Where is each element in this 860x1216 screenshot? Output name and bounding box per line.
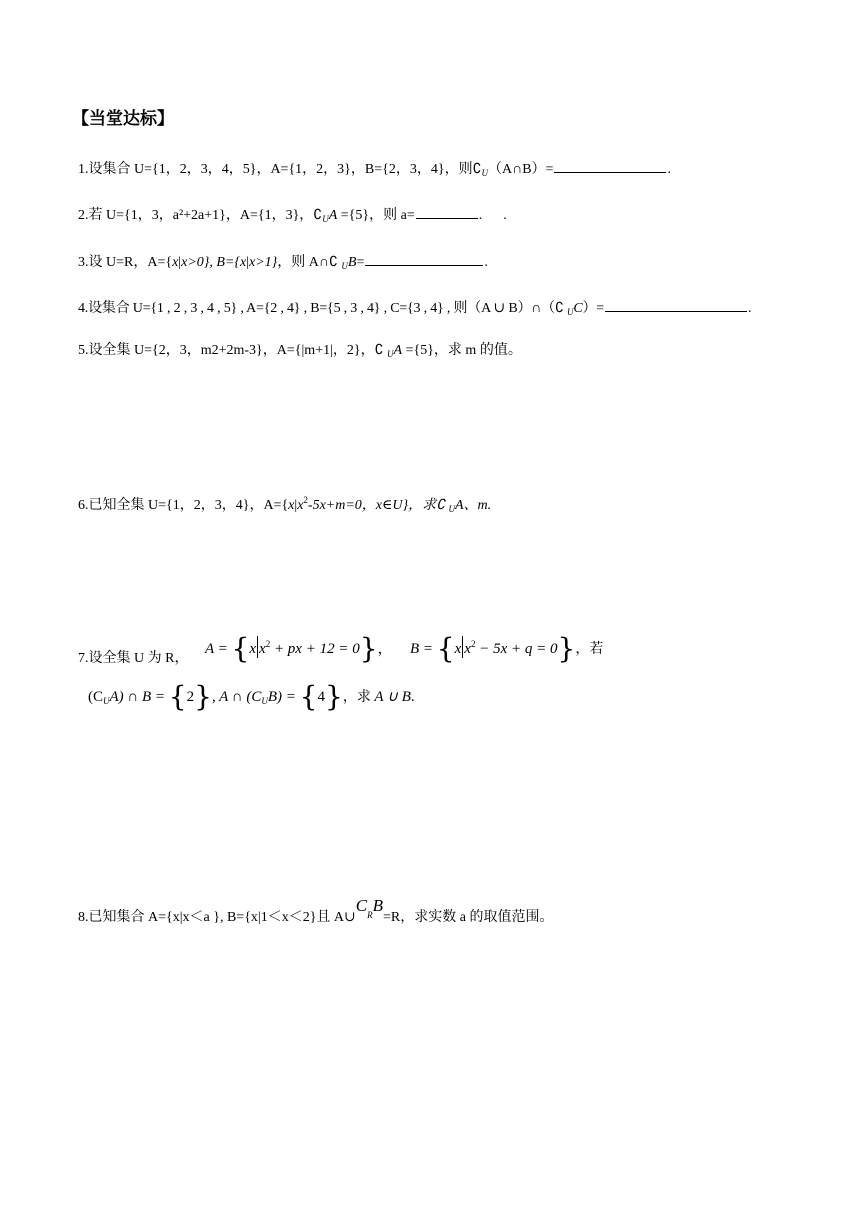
q1-sub: U [481,168,488,178]
q4-end: . [747,301,752,316]
q7-b-expr2: − 5x + q = 0 [475,641,558,657]
q7-b-x: x [454,641,462,657]
q7-b-sup: 2 [470,639,476,649]
q1-text: 1.设集合 U={1，2，3，4，5}，A={1，2，3}，B={2，3，4}，则∁ [78,162,482,177]
q4-answer-blank[interactable] [605,297,747,312]
q7-b-expr1: x [464,641,471,657]
q8-b: B [372,896,384,915]
q4-text: 4.设集合 U={1 , 2 , 3 , 4 , 5} , A={2 , 4} , B={5 , 3 , 4} , C={3 , 4} , 则（A ∪ B）∩（∁ [78,301,567,316]
q6-sup: 2 [303,495,308,505]
q7-l2-f: A ∪ B [374,689,411,705]
question-7-prefix: 7.设全集 U 为 R， [78,651,189,666]
q6-expr2: -5x+m=0，x∈U}，求∁ [307,498,449,513]
q7-l2-e: ，求 [342,690,375,705]
q7-l2-a: (C [88,689,103,705]
q3-answer-blank[interactable] [365,251,483,266]
q1-end: . [667,162,671,177]
q3-sub: U [341,261,348,271]
q7-l2-rb1: } [194,680,212,713]
q7-l2-val2: 4 [317,689,325,705]
q2-sub: U [322,214,329,224]
q2-var: A [328,208,338,223]
q7-l2-c: , A ∩ (C [211,689,262,705]
q7-a-x: x [249,641,257,657]
q7-set-b [410,632,603,665]
q3-bar1: | [178,255,182,270]
q3-x: x [172,255,179,270]
q7-l2-d: B) = [267,689,300,705]
q5-text: 5.设全集 U={2，3，m2+2m-3}，A={|m+1|，2}，∁ [78,343,388,358]
q5-text-2: ={5}，求 m 的值。 [402,343,522,358]
q7-l2-lb1: { [168,680,187,713]
q7-l2-sub1: U [103,696,110,706]
q4-var: C [573,301,583,316]
question-8 [78,896,554,930]
q6-bar: | [294,498,298,513]
q7-l2-sub2: U [261,696,268,706]
q7-l2-lb2: { [299,680,318,713]
q2-answer-blank[interactable] [416,204,478,219]
question-3 [78,251,488,275]
q3-text: 3.设 U=R，A={ [78,255,173,270]
q7-l2-rb2: } [325,680,343,713]
q7-l2-g: . [410,689,415,705]
q7-a-lbrace: { [231,632,250,665]
q7-a-bar [257,636,258,658]
q6-tail: A、m. [455,498,492,513]
question-2 [78,204,507,228]
q5-var: A [393,343,403,358]
q7-ruo: ，若 [575,642,604,657]
q3-var: B [347,255,357,270]
q7-b-rbrace: } [557,632,576,665]
section-heading: 【当堂达标】 [72,109,174,129]
q7-b-lbrace: { [436,632,455,665]
q3-end: . [484,255,488,270]
q7-a-expr1: x [259,641,266,657]
q7-a-sup: 2 [265,639,271,649]
question-1 [78,158,671,182]
q3-eq: = [356,255,365,270]
q8-c: C [355,896,368,915]
q6-text: 6.已知全集 U={1，2，3，4}，A={ [78,498,289,513]
q3-cond1: x>0}, B={x [181,255,247,270]
q3-mid: ，则 A∩∁ [277,255,342,270]
question-6 [78,491,491,518]
q8-text-2: =R，求实数 a 的取值范围。 [383,910,554,925]
q2-end: . . [478,208,507,223]
question-4 [78,297,751,321]
q3-cond2: x>1} [249,255,278,270]
q6-expr1: x [297,498,304,513]
q7-a-expr2: + px + 12 = 0 [270,641,360,657]
q5-sub: U [387,349,394,359]
q7-comma: ， [377,641,393,657]
q1-answer-blank[interactable] [554,158,666,173]
q4-sub: U [567,307,574,317]
q8-text: 8.已知集合 A={x|x＜a }, B={x|1＜x＜2}且 A∪ [78,910,356,925]
q7-condition [88,680,415,713]
q3-bar2: | [246,255,249,270]
q2-text-2: ={5}，则 a= [337,208,415,223]
q7-l2-val1: 2 [186,689,195,705]
q2-text: 2.若 U={1，3，a²+2a+1}，A={1，3}，∁ [78,208,323,223]
q6-x: x [288,498,295,513]
q7-b-lhs: B = [410,641,437,657]
q8-sub: R [367,910,373,920]
q7-a-rbrace: } [359,632,378,665]
q6-sub: U [448,504,455,514]
q7-a-lhs: A = [205,641,232,657]
q7-l2-b: A) ∩ B = [109,689,169,705]
q7-set-a [205,632,393,665]
q1-text-2: （A∩B）= [487,162,554,177]
question-5 [78,342,522,363]
q4-eq: ）= [582,301,604,316]
